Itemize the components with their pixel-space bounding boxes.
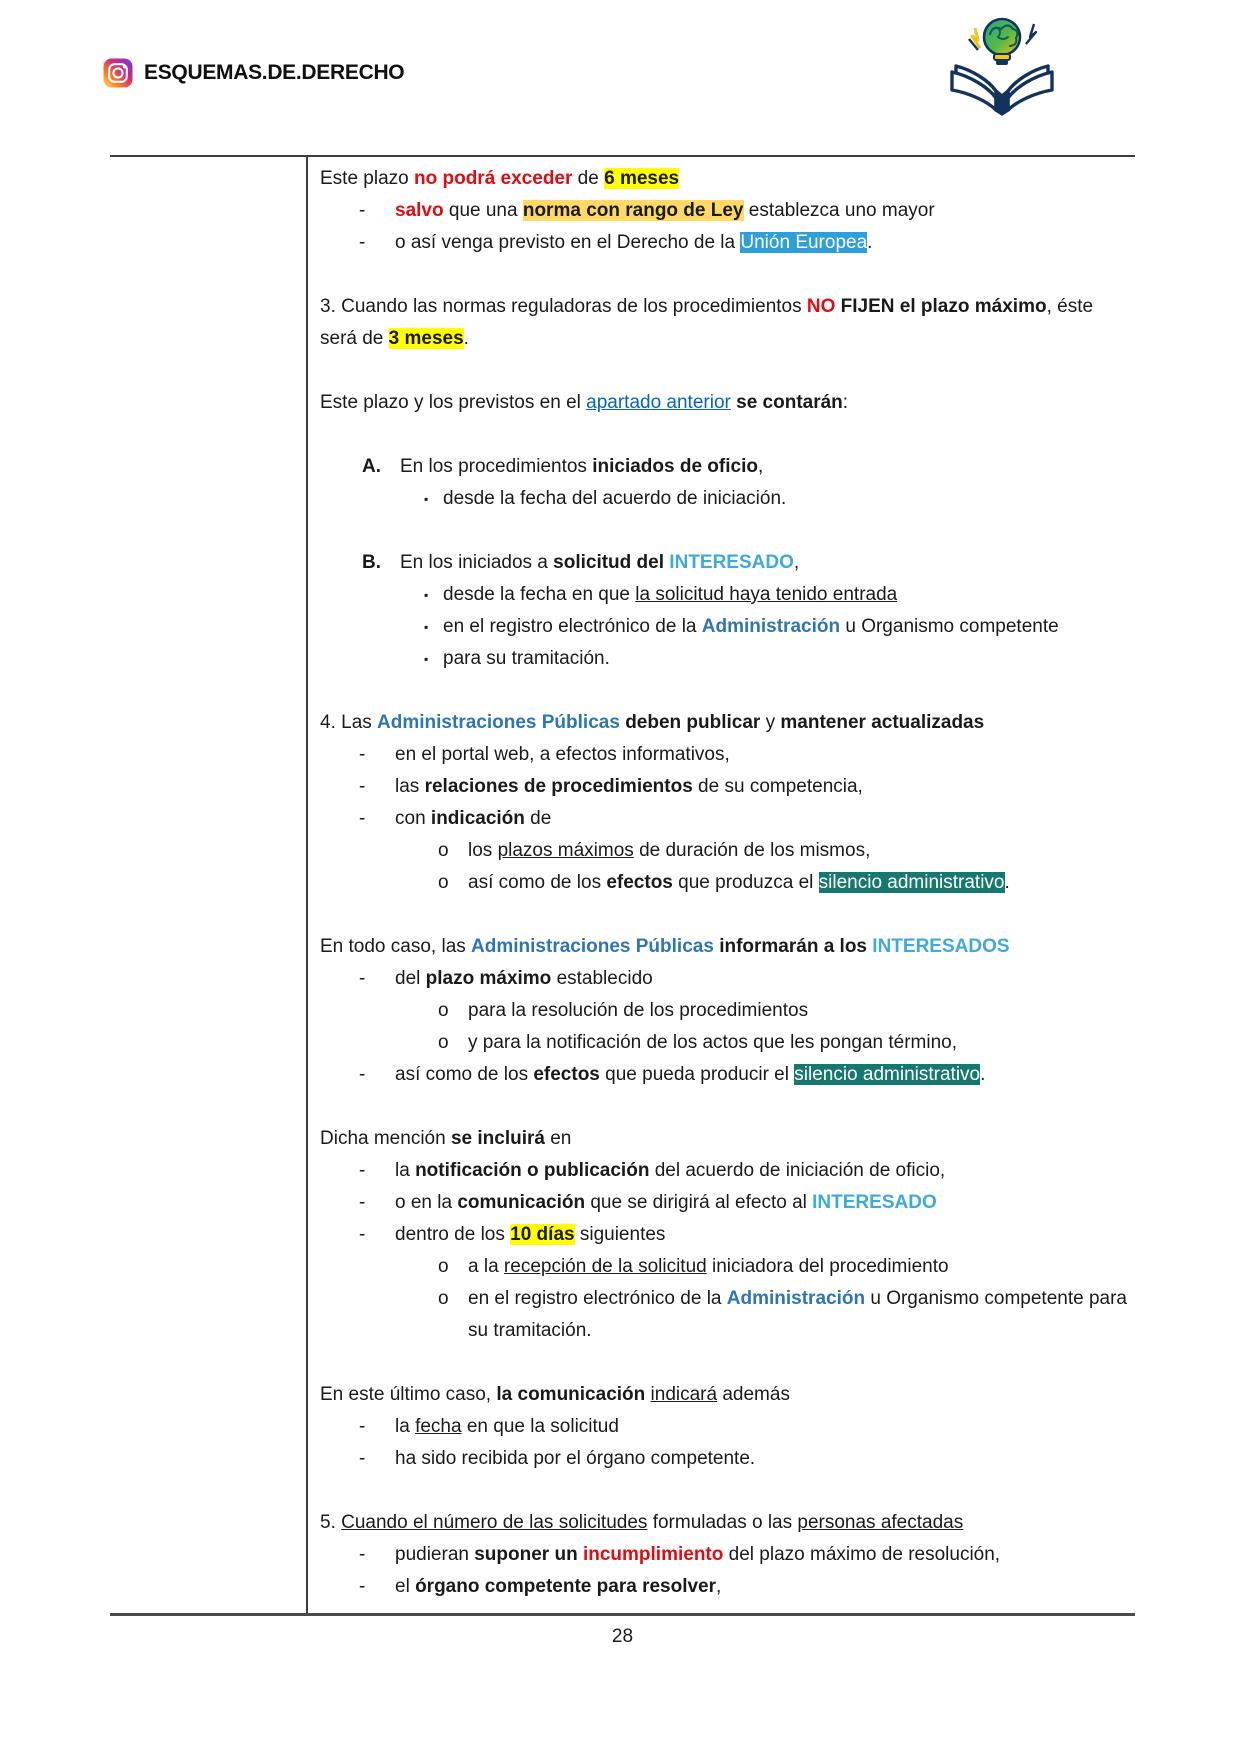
text-run: indicación (430, 808, 525, 829)
text-run: dentro de los (395, 1224, 511, 1245)
brand (103, 58, 404, 88)
brand-label: ESQUEMAS.DE.DERECHO (144, 61, 405, 84)
paragraph (320, 1507, 1127, 1539)
text-run: silencio administrativo (794, 1064, 981, 1085)
text-run: silencio administrativo (818, 872, 1005, 893)
text-run: norma con rango de Ley (522, 200, 744, 221)
page-footer (110, 1626, 1135, 1648)
text-run: . (867, 232, 873, 253)
link-apartado-anterior[interactable]: apartado anterior (586, 392, 731, 413)
text-run: incumplimiento (582, 1544, 724, 1565)
text-run: notificación o publicación (415, 1160, 650, 1181)
content-cell (308, 157, 1135, 1613)
text-run: establezca uno mayor (743, 200, 935, 221)
text-run: que pueda producir el (599, 1064, 795, 1085)
paragraph-gap (320, 675, 1127, 707)
page-header (0, 0, 1241, 150)
paragraph-gap (320, 1347, 1127, 1379)
bullet-marker: - (359, 1576, 366, 1597)
text-run: de (572, 168, 605, 189)
list-item (320, 227, 1127, 259)
left-column-cell (110, 157, 308, 1613)
bullet-marker: o (438, 872, 449, 893)
text-run: recepción de la solicitud (503, 1256, 707, 1277)
text-run: , (793, 552, 800, 573)
text-run: iniciadora del procedimiento (706, 1256, 949, 1277)
list-item (320, 1539, 1127, 1571)
bullet-marker: - (359, 1160, 366, 1181)
paragraph-gap (320, 259, 1127, 291)
list-item (320, 1571, 1127, 1603)
text-run: Cuando el número de las solicitudes (341, 1512, 648, 1533)
bullet-marker: ▪ (424, 620, 429, 634)
text-run: se incluirá (450, 1128, 545, 1149)
text-run: salvo (395, 200, 444, 221)
text-run: indicará (650, 1384, 718, 1405)
text-run: que se dirigirá al efecto al (585, 1192, 813, 1213)
list-item (320, 195, 1127, 227)
text-run: y para la notificación de los actos que les pongan término, (468, 1032, 958, 1053)
text-run: en el registro electrónico de la (468, 1288, 727, 1309)
text-run: del (395, 968, 426, 989)
list-item (320, 963, 1127, 995)
bullet-marker: ▪ (424, 652, 429, 666)
bullet-marker: - (359, 1224, 366, 1245)
text-run: , éste será de (320, 296, 1094, 349)
list-item (320, 771, 1127, 803)
text-run: la solicitud haya tenido entrada (635, 584, 898, 605)
text-run: u Organismo competente (840, 616, 1059, 637)
text-run: mantener actualizadas (780, 712, 985, 733)
text-run: efectos (606, 872, 673, 893)
text-run: de su competencia, (692, 776, 863, 797)
content-blocks (320, 163, 1127, 1603)
paragraph (320, 931, 1127, 963)
text-run: 10 días (510, 1224, 575, 1245)
bullet-marker: A. (362, 456, 381, 477)
text-run: fecha (415, 1416, 462, 1437)
paragraph (320, 707, 1127, 739)
bullet-marker: o (438, 1256, 449, 1277)
text-run: de (524, 808, 552, 829)
text-run: en el portal web, a efectos informativos, (395, 744, 730, 765)
text-run: y (760, 712, 781, 733)
text-run: ha sido recibida por el órgano competente. (395, 1448, 756, 1469)
list-item (320, 1027, 1127, 1059)
text-run: desde la fecha en que (443, 584, 636, 605)
text-run: el (395, 1576, 416, 1597)
text-run: 4. Las (320, 712, 378, 733)
bullet-marker: o (438, 840, 449, 861)
text-run: pudieran (395, 1544, 475, 1565)
bullet-marker: ▪ (424, 588, 429, 602)
bullet-marker: - (359, 744, 366, 765)
paragraph (320, 387, 1127, 419)
text-run: Este plazo (320, 168, 414, 189)
text-run: la (395, 1160, 416, 1181)
text-run: Administración (701, 616, 841, 637)
text-run: 3 meses (388, 328, 464, 349)
text-run: en (544, 1128, 572, 1149)
text-run: FIJEN el plazo máximo (840, 296, 1047, 317)
bullet-marker: ▪ (424, 492, 429, 506)
text-run: formuladas o las (647, 1512, 798, 1533)
text-run: la comunicación (496, 1384, 646, 1405)
text-run: INTERESADO (669, 552, 794, 573)
bullet-marker: o (438, 1288, 449, 1309)
list-item (320, 1187, 1127, 1219)
text-run: 6 meses (604, 168, 680, 189)
text-run: plazos máximos (497, 840, 634, 861)
bullet-marker: - (359, 232, 366, 253)
text-run: del acuerdo de iniciación de oficio, (649, 1160, 946, 1181)
text-run: efectos (533, 1064, 600, 1085)
list-item (320, 835, 1127, 867)
text-run: informarán a los (719, 936, 868, 957)
text-run: NO (806, 296, 836, 317)
text-run: Dicha mención (320, 1128, 451, 1149)
text-run: o en la (395, 1192, 458, 1213)
bullet-marker: o (438, 1000, 449, 1021)
bullet-marker: - (359, 1064, 366, 1085)
text-run: En los iniciados a (400, 552, 554, 573)
paragraph-gap (320, 899, 1127, 931)
text-run: comunicación (457, 1192, 586, 1213)
text-run: INTERESADOS (872, 936, 1010, 957)
text-run: . (1004, 872, 1010, 893)
list-item (320, 579, 1127, 611)
bullet-marker: B. (362, 552, 381, 573)
page-number: 28 (611, 1626, 634, 1647)
text-run: del plazo máximo de resolución, (723, 1544, 1001, 1565)
text-run: Unión Europea (740, 232, 868, 253)
text-run: Administración (726, 1288, 866, 1309)
paragraph (320, 1379, 1127, 1411)
text-run: solicitud del (553, 552, 665, 573)
paragraph (320, 291, 1127, 355)
paragraph-gap (320, 355, 1127, 387)
text-run: Este plazo y los previstos en el (320, 392, 587, 413)
text-run: o así venga previsto en el Derecho de la (395, 232, 741, 253)
list-item (320, 483, 1127, 515)
text-run: además (717, 1384, 790, 1405)
text-run: las (395, 776, 425, 797)
text-run: con (395, 808, 431, 829)
list-item (320, 803, 1127, 835)
bullet-marker: - (359, 808, 366, 829)
bullet-marker: - (359, 1448, 366, 1469)
list-item (320, 867, 1127, 899)
bullet-marker: - (359, 1416, 366, 1437)
doc-table (110, 155, 1135, 1616)
list-item (320, 1411, 1127, 1443)
text-run: para la resolución de los procedimientos (468, 1000, 809, 1021)
bullet-marker: o (438, 1032, 449, 1053)
list-item (320, 1219, 1127, 1251)
text-run: 3. Cuando las normas reguladoras de los procedimientos (320, 296, 807, 317)
text-run: para su tramitación. (443, 648, 610, 669)
text-run: Administraciones Públicas (377, 712, 620, 733)
text-run: , (757, 456, 764, 477)
text-run: en el registro electrónico de la (443, 616, 702, 637)
text-run: desde la fecha del acuerdo de iniciación. (443, 488, 787, 509)
paragraph-gap (320, 1091, 1127, 1123)
paragraph-gap (320, 419, 1127, 451)
text-run: a la (468, 1256, 504, 1277)
text-run: los (468, 840, 498, 861)
text-run: se contarán (736, 392, 843, 413)
list-item (320, 1443, 1127, 1475)
text-run: que una (443, 200, 523, 221)
text-run: En este último caso, (320, 1384, 497, 1405)
text-run: . (463, 328, 469, 349)
list-item (320, 995, 1127, 1027)
text-run: en que la solicitud (461, 1416, 619, 1437)
list-item (320, 643, 1127, 675)
list-item (320, 611, 1127, 643)
text-run: no podrá exceder (414, 168, 573, 189)
list-item (320, 1059, 1127, 1091)
text-run: relaciones de procedimientos (424, 776, 693, 797)
text-run: u Organismo competente para su tramitación. (468, 1288, 1127, 1341)
list-item (320, 739, 1127, 771)
text-run: así como de los (395, 1064, 534, 1085)
paragraph-gap (320, 1475, 1127, 1507)
text-run: plazo máximo (425, 968, 552, 989)
paragraph (320, 1123, 1127, 1155)
text-run: . (980, 1064, 986, 1085)
text-run: Administraciones Públicas (471, 936, 714, 957)
brand-logo (942, 10, 1054, 118)
list-item (320, 1251, 1127, 1283)
text-run: En todo caso, las (320, 936, 472, 957)
text-run: así como de los (468, 872, 607, 893)
text-run: suponer un (474, 1544, 578, 1565)
text-run: En los procedimientos (400, 456, 593, 477)
text-run: que produzca el (672, 872, 819, 893)
list-item (320, 1155, 1127, 1187)
text-run: 5. (320, 1512, 342, 1533)
bullet-marker: - (359, 1544, 366, 1565)
text-run: , (716, 1576, 722, 1597)
text-run: : (842, 392, 849, 413)
text-run: siguientes (574, 1224, 666, 1245)
text-run: la (395, 1416, 416, 1437)
instagram-icon (103, 58, 133, 88)
text-run: deben publicar (625, 712, 761, 733)
paragraph-gap (320, 515, 1127, 547)
bullet-marker: - (359, 200, 366, 221)
list-item (320, 547, 1127, 579)
text-run: INTERESADO (812, 1192, 937, 1213)
text-run: establecido (551, 968, 653, 989)
paragraph (320, 163, 1127, 195)
bullet-marker: - (359, 1192, 366, 1213)
text-run: órgano competente para resolver (415, 1576, 717, 1597)
text-run: de duración de los mismos, (633, 840, 871, 861)
text-run: personas afectadas (797, 1512, 964, 1533)
list-item (320, 1283, 1127, 1347)
text-run: iniciados de oficio (592, 456, 758, 477)
list-item (320, 451, 1127, 483)
bullet-marker: - (359, 968, 366, 989)
bullet-marker: - (359, 776, 366, 797)
